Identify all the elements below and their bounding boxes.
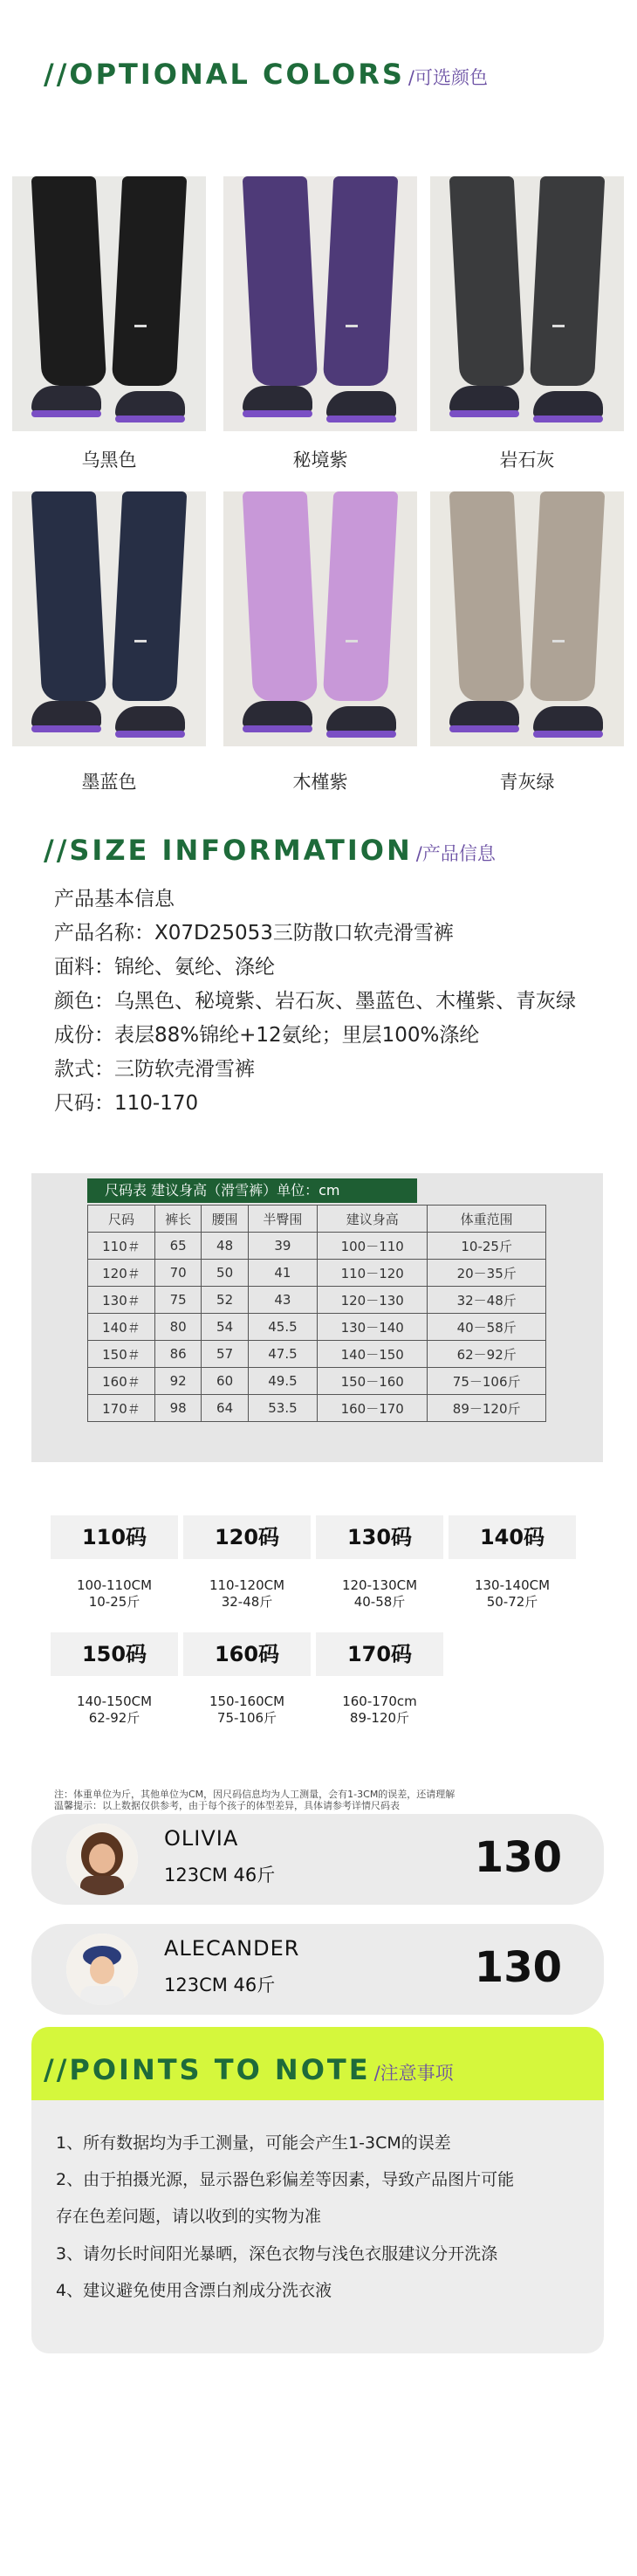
table-cell: 65 [154, 1233, 201, 1260]
color-name: 秘境紫 [292, 450, 348, 471]
table-row [88, 1341, 546, 1368]
color-swatch-image [430, 491, 624, 746]
colors-section-title [44, 58, 488, 91]
table-row [88, 1395, 546, 1422]
size-card-weight: 10-25斤 [88, 1594, 140, 1610]
table-cell: 120＃ [88, 1260, 155, 1287]
table-row [88, 1233, 546, 1260]
table-cell: 130－140 [318, 1314, 428, 1341]
table-cell: 110－120 [318, 1260, 428, 1287]
colors-title-en: //OPTIONAL COLORS [44, 58, 405, 91]
table-cell: 50 [202, 1260, 248, 1287]
size-card-label: 120码 [183, 1515, 311, 1559]
size-card-weight: 32-48斤 [221, 1594, 273, 1610]
table-cell: 160＃ [88, 1368, 155, 1395]
table-cell: 39 [248, 1233, 317, 1260]
points-title-en: //POINTS TO NOTE [44, 2053, 371, 2086]
table-cell: 62－92斤 [428, 1341, 546, 1368]
table-cell: 160－170 [318, 1395, 428, 1422]
point-line: 2、由于拍摄光源，显示器色彩偏差等因素，导致产品图片可能 [56, 2170, 515, 2189]
table-header-cell: 腰围 [202, 1206, 248, 1233]
composition-line: 成份：表层88%锦纶+12氨纶；里层100%涤纶 [54, 1024, 480, 1047]
table-cell: 75 [154, 1287, 201, 1314]
model-name: OLIVIA [164, 1826, 239, 1851]
color-swatch-image [12, 176, 206, 431]
size-info-title-en: //SIZE INFORMATION [44, 834, 413, 867]
avatar [66, 1824, 138, 1895]
size-card-weight: 89-120斤 [349, 1710, 410, 1726]
fabric-line: 面料：锦纶、氨纶、涤纶 [54, 956, 275, 979]
size-card-label: 140码 [449, 1515, 576, 1559]
table-header-cell: 体重范围 [428, 1206, 546, 1233]
table-cell: 32－48斤 [428, 1287, 546, 1314]
model-stats: 123CM 46斤 [164, 1865, 276, 1886]
size-card-weight: 40-58斤 [353, 1594, 406, 1610]
table-cell: 140－150 [318, 1341, 428, 1368]
table-cell: 140＃ [88, 1314, 155, 1341]
color-swatch-image [223, 491, 417, 746]
color-swatch-image [430, 176, 624, 431]
model-card-olivia [31, 1814, 604, 1905]
table-cell: 41 [248, 1260, 317, 1287]
table-cell: 54 [202, 1314, 248, 1341]
table-row [88, 1368, 546, 1395]
table-cell: 49.5 [248, 1368, 317, 1395]
size-card-label: 130码 [316, 1515, 443, 1559]
table-cell: 86 [154, 1341, 201, 1368]
table-cell: 150－160 [318, 1368, 428, 1395]
model-size: 130 [474, 1833, 562, 1882]
table-cell: 60 [202, 1368, 248, 1395]
table-cell: 150＃ [88, 1341, 155, 1368]
table-cell: 48 [202, 1233, 248, 1260]
table-cell: 75－106斤 [428, 1368, 546, 1395]
table-cell: 80 [154, 1314, 201, 1341]
size-card-label: 170码 [316, 1632, 443, 1676]
model-name: ALECANDER [164, 1936, 300, 1961]
table-cell: 100－110 [318, 1233, 428, 1260]
point-line: 3、请勿长时间阳光暴晒，深色衣物与浅色衣服建议分开洗涤 [56, 2244, 498, 2263]
size-table [87, 1205, 546, 1422]
size-card-label: 150码 [51, 1632, 178, 1676]
model-stats: 123CM 46斤 [164, 1975, 276, 1996]
measure-note: 注：体重单位为斤，其他单位为CM，因尺码信息均为人工测量，会有1-3CM的误差，还请理解 [54, 1789, 455, 1800]
point-line: 4、建议避免使用含漂白剂成分洗衣液 [56, 2281, 332, 2300]
table-cell: 120－130 [318, 1287, 428, 1314]
table-cell: 70 [154, 1260, 201, 1287]
model-card-alecander [31, 1924, 604, 2015]
point-line: 1、所有数据均为手工测量，可能会产生1-3CM的误差 [56, 2133, 451, 2153]
size-card-height: 130-140CM [474, 1577, 551, 1593]
avatar [66, 1934, 138, 2005]
product-name-line: 产品名称：X07D25053三防散口软壳滑雪裤 [54, 922, 454, 945]
size-card-weight: 50-72斤 [486, 1594, 538, 1610]
table-row [88, 1314, 546, 1341]
product-info-heading: 产品基本信息 [54, 888, 175, 910]
table-cell: 10-25斤 [428, 1233, 546, 1260]
table-cell: 57 [202, 1341, 248, 1368]
table-cell: 20－35斤 [428, 1260, 546, 1287]
colors-title-cn: /可选颜色 [408, 67, 488, 88]
size-card-label: 160码 [183, 1632, 311, 1676]
size-info-title-cn: /产品信息 [415, 843, 496, 864]
color-name: 木槿紫 [292, 772, 348, 793]
table-cell: 92 [154, 1368, 201, 1395]
size-range-line: 尺码：110-170 [54, 1092, 199, 1115]
color-name: 墨蓝色 [81, 772, 137, 793]
size-card-height: 110-120CM [209, 1577, 285, 1593]
table-cell: 170＃ [88, 1395, 155, 1422]
table-header-cell: 建议身高 [318, 1206, 428, 1233]
size-card-height: 140-150CM [76, 1693, 153, 1709]
table-header-cell: 裤长 [154, 1206, 201, 1233]
size-card-height: 120-130CM [341, 1577, 418, 1593]
table-cell: 53.5 [248, 1395, 317, 1422]
color-swatch-image [223, 176, 417, 431]
size-card-label: 110码 [51, 1515, 178, 1559]
color-swatch-image [12, 491, 206, 746]
size-table-header-row [88, 1206, 546, 1233]
table-header-cell: 半臀围 [248, 1206, 317, 1233]
table-header-cell: 尺码 [88, 1206, 155, 1233]
table-cell: 43 [248, 1287, 317, 1314]
size-card-height: 160-170cm [342, 1693, 417, 1709]
table-row [88, 1260, 546, 1287]
point-line: 存在色差问题，请以收到的实物为准 [56, 2207, 322, 2226]
points-title-cn: /注意事项 [373, 2063, 454, 2084]
table-cell: 64 [202, 1395, 248, 1422]
model-size: 130 [474, 1943, 562, 1992]
style-line: 款式：三防软壳滑雪裤 [54, 1058, 255, 1081]
color-name: 青灰绿 [499, 772, 555, 793]
size-table-caption: 尺码表 建议身高（滑雪裤）单位：cm [87, 1178, 417, 1203]
tip-note: 温馨提示：以上数据仅供参考，由于每个孩子的体型差异，具体请参考详情尺码表 [54, 1800, 400, 1811]
table-cell: 40－58斤 [428, 1314, 546, 1341]
size-table-body [88, 1233, 546, 1422]
table-cell: 52 [202, 1287, 248, 1314]
table-cell: 98 [154, 1395, 201, 1422]
points-section-title [44, 2053, 454, 2086]
table-cell: 47.5 [248, 1341, 317, 1368]
size-card-weight: 62-92斤 [88, 1710, 140, 1726]
colors-line: 颜色：乌黑色、秘境紫、岩石灰、墨蓝色、木槿紫、青灰绿 [54, 990, 576, 1013]
size-card-height: 150-160CM [209, 1693, 285, 1709]
table-cell: 45.5 [248, 1314, 317, 1341]
size-card-height: 100-110CM [76, 1577, 153, 1593]
size-card-weight: 75-106斤 [216, 1710, 277, 1726]
table-cell: 130＃ [88, 1287, 155, 1314]
table-cell: 110＃ [88, 1233, 155, 1260]
color-name: 乌黑色 [81, 450, 137, 471]
size-info-section-title [44, 834, 496, 867]
color-name: 岩石灰 [499, 450, 555, 471]
table-cell: 89－120斤 [428, 1395, 546, 1422]
table-row [88, 1287, 546, 1314]
